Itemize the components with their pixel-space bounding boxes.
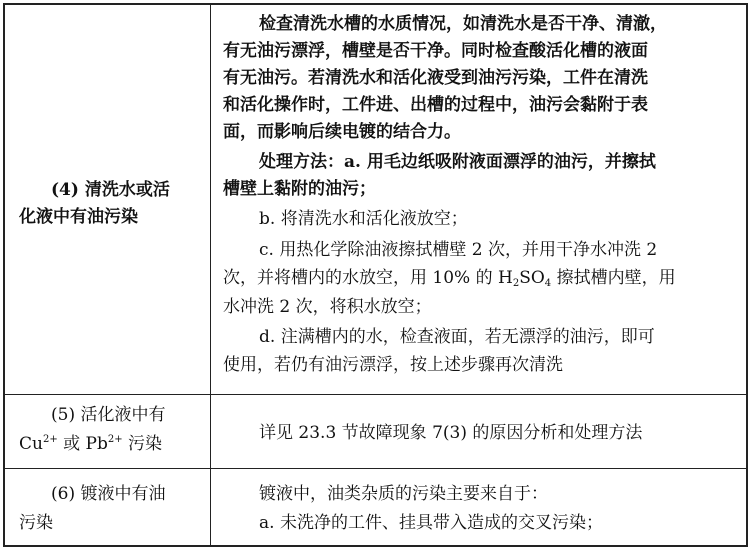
or-word: 或	[57, 434, 86, 454]
row6-content-line2: a. 未洗净的工件、挂具带入造成的交叉污染；	[259, 513, 603, 533]
row4-method-line1	[259, 152, 656, 172]
method-c-so: SO	[519, 268, 545, 288]
subscript-2: 2	[512, 278, 520, 289]
row4-para-line1: 检查清洗水槽的水质情况，如清洗水是否干净、清澈，	[259, 14, 667, 34]
row4-method-d-line2: 使用，若仍有油污漂浮，按上述步骤再次清洗	[223, 355, 563, 375]
cu-symbol: Cu	[19, 434, 43, 454]
row-divider-1	[5, 394, 746, 395]
pollution-word: 污染	[122, 434, 163, 454]
row4-method-c-line2	[223, 268, 676, 288]
method-c-post: 擦拭槽内壁，用	[551, 268, 676, 288]
row4-method-a-line2: 槽壁上黏附的油污；	[223, 179, 376, 199]
row5-label-line2	[19, 434, 162, 454]
subscript-4: 4	[544, 278, 552, 289]
row6-content-line1: 镀液中，油类杂质的污染主要来自于：	[259, 484, 548, 504]
row6-label-line1: (6) 镀液中有油	[51, 484, 166, 504]
row-divider-2	[5, 468, 746, 469]
row4-para-line4: 和活化操作时，工件进、出槽的过程中，油污会黏附于表	[223, 95, 648, 115]
row4-method-c-line1: c. 用热化学除油液擦拭槽壁 2 次，并用干净水冲洗 2	[259, 240, 658, 260]
row4-method-c-line3: 水冲洗 2 次，将积水放空；	[223, 297, 432, 317]
row4-label-line1: (4) 清洗水或活	[51, 180, 170, 200]
row4-method-b: b. 将清洗水和活化液放空；	[259, 209, 468, 229]
method-label: 处理方法	[259, 152, 327, 172]
pb-symbol: Pb	[85, 434, 108, 454]
row4-para-line5: 面，而影响后续电镀的结合力。	[223, 122, 461, 142]
cu-charge: 2+	[42, 434, 58, 445]
row5-content: 详见 23.3 节故障现象 7(3) 的原因分析和处理方法	[259, 423, 643, 443]
method-c-pre: 次，并将槽内的水放空，用 10% 的 H	[223, 268, 513, 288]
row4-method-d-line1: d. 注满槽内的水，检查液面，若无漂浮的油污，即可	[259, 327, 655, 347]
column-divider	[210, 5, 211, 545]
row5-label-line1: (5) 活化液中有	[51, 405, 166, 425]
row4-label-line2: 化液中有油污染	[19, 207, 138, 227]
row4-para-line3: 有无油污。若清洗水和活化液受到油污污染，工件在清洗	[223, 68, 648, 88]
row6-label-line2: 污染	[19, 513, 53, 533]
method-a-text: ：a. 用毛边纸吸附液面漂浮的油污，并擦拭	[327, 152, 656, 172]
troubleshooting-table	[3, 3, 748, 547]
pb-charge: 2+	[107, 434, 123, 445]
row4-para-line2: 有无油污漂浮，槽壁是否干净。同时检查酸活化槽的液面	[223, 41, 648, 61]
